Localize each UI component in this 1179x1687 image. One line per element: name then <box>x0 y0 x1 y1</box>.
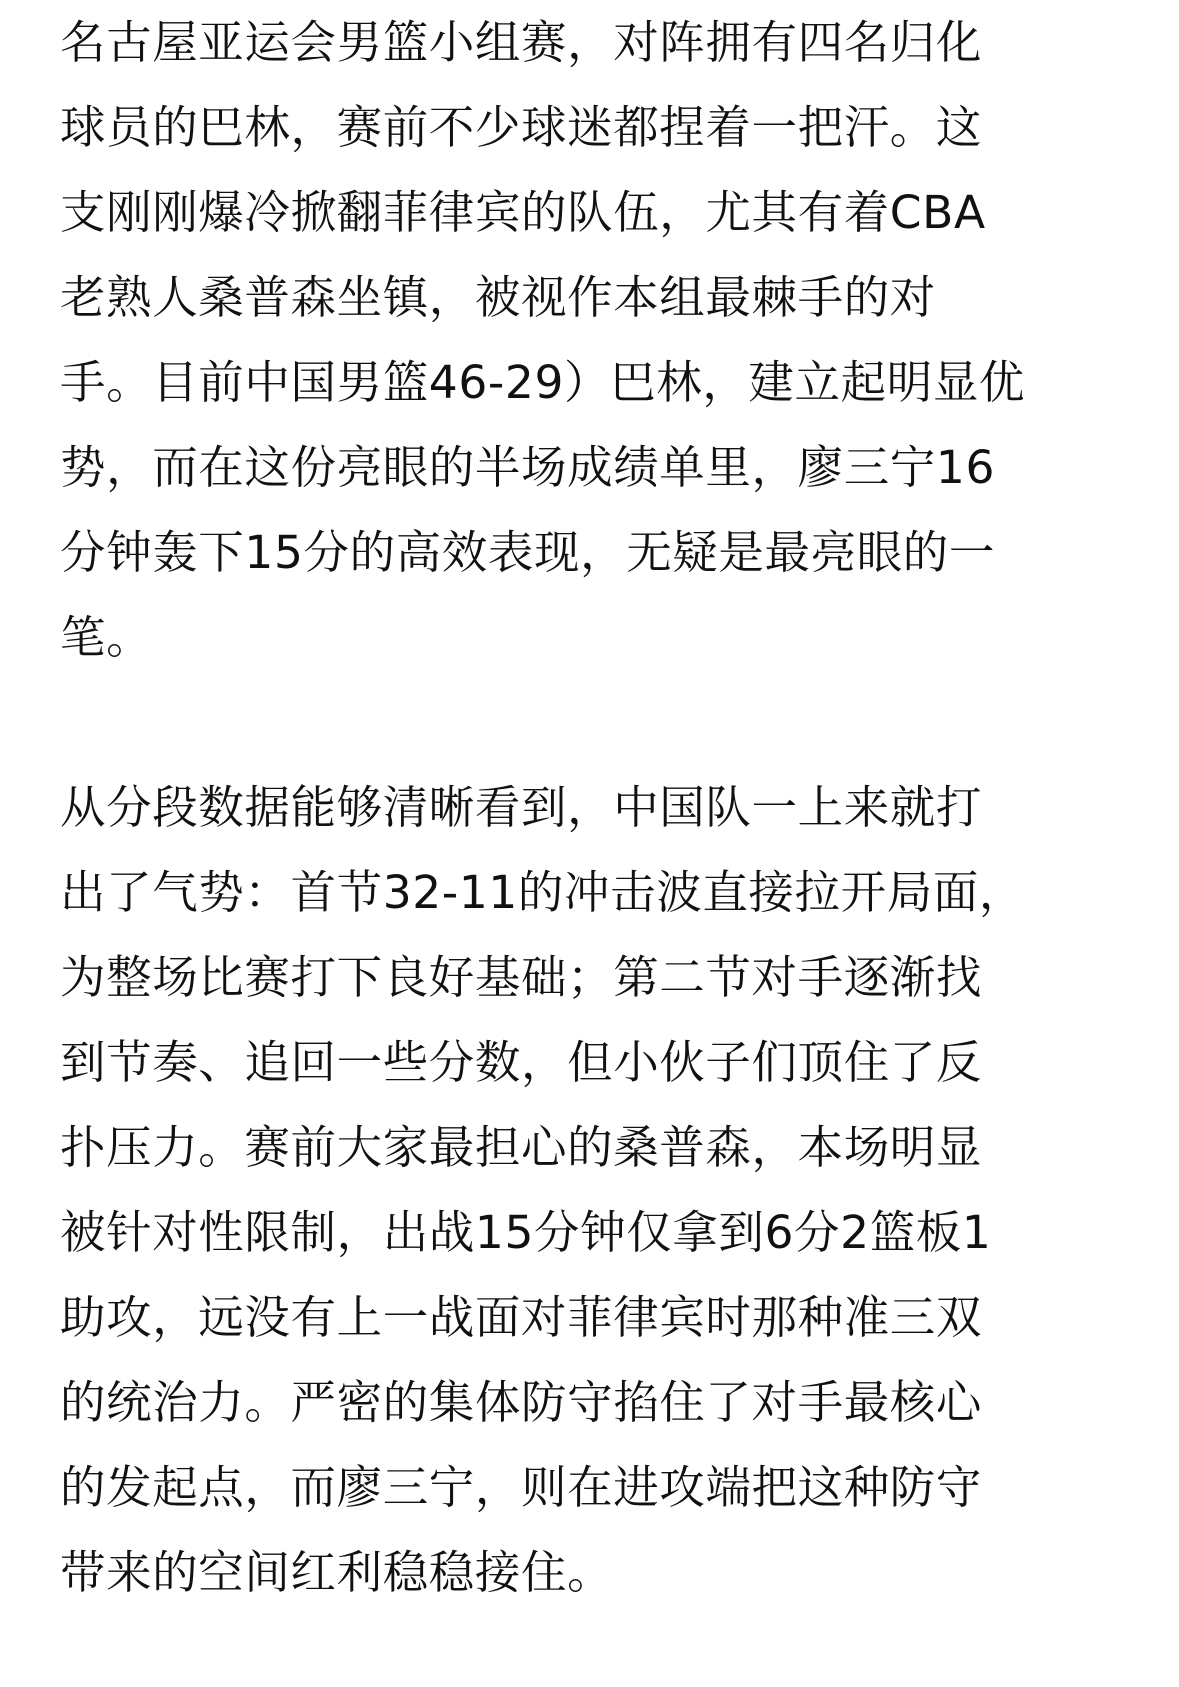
paragraph-line: 老熟人桑普森坐镇，被视作本组最棘手的对 <box>60 271 936 324</box>
paragraph-line: 扑压力。赛前大家最担心的桑普森，本场明显 <box>60 1121 983 1174</box>
paragraph-line: 带来的空间红利稳稳接住。 <box>60 1546 614 1599</box>
article-body <box>60 0 1120 1615</box>
paragraph-line: 的统治力。严密的集体防守掐住了对手最核心 <box>60 1376 983 1429</box>
paragraph-1 <box>60 0 1120 680</box>
paragraph-line: 分钟轰下15分的高效表现，无疑是最亮眼的一 <box>60 526 995 579</box>
paragraph-line: 到节奏、追回一些分数，但小伙子们顶住了反 <box>60 1036 983 1089</box>
paragraph-line: 的发起点，而廖三宁，则在进攻端把这种防守 <box>60 1461 983 1514</box>
paragraph-line: 势，而在这份亮眼的半场成绩单里，廖三宁16 <box>60 441 995 494</box>
paragraph-line: 名古屋亚运会男篮小组赛，对阵拥有四名归化 <box>60 16 983 69</box>
paragraph-line: 被针对性限制，出战15分钟仅拿到6分2篮板1 <box>60 1206 992 1259</box>
paragraph-line: 球员的巴林，赛前不少球迷都捏着一把汗。这 <box>60 101 983 154</box>
paragraph-line: 从分段数据能够清晰看到，中国队一上来就打 <box>60 781 983 834</box>
paragraph-line: 助攻，远没有上一战面对菲律宾时那种准三双 <box>60 1291 983 1344</box>
paragraph-line: 支刚刚爆冷掀翻菲律宾的队伍，尤其有着CBA <box>60 186 986 239</box>
paragraph-line: 笔。 <box>60 611 153 664</box>
paragraph-spacer <box>60 680 1120 765</box>
paragraph-2 <box>60 765 1120 1615</box>
paragraph-line: 为整场比赛打下良好基础；第二节对手逐渐找 <box>60 951 983 1004</box>
paragraph-line: 手。目前中国男篮46-29）巴林，建立起明显优 <box>60 356 1026 409</box>
paragraph-line: 出了气势：首节32-11的冲击波直接拉开局面， <box>60 866 1026 919</box>
